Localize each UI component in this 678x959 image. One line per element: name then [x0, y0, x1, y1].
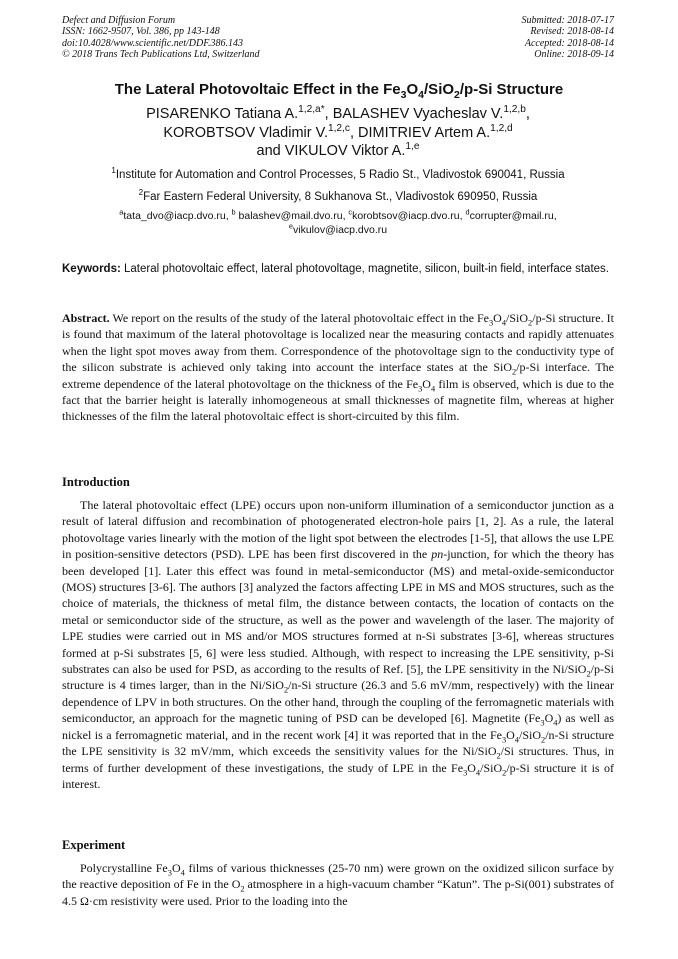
author-name: KOROBTSOV Vladimir V. [163, 124, 328, 141]
date-accepted: Accepted: 2018-08-14 [524, 37, 614, 49]
experiment-paragraph: Polycrystalline $Fe_3O_4$ films of various thicknesses (25-70 nm) were grown on the oxidized silicon surface by the reactive deposition of Fe in the $O_2$ atmosphere in a high-vacuum chamber “Katun”. The p-Si(001) substrates of 4.5 Ω·cm resistivity were used. Prior to the loading into the [62, 861, 614, 908]
author-name: PISARENKO Tatiana A. [146, 106, 299, 122]
journal-name: Defect and Diffusion Forum [62, 15, 176, 26]
keywords-label: Keywords: [62, 263, 121, 275]
author-name: and VIKULOV Viktor A. [256, 143, 406, 159]
email-link[interactable]: vikulov@iacp.dvo.ru [292, 223, 388, 236]
date-online: Online: 2018-09-14 [534, 48, 614, 60]
journal-issn: ISSN: 1662-9507, Vol. 386, pp 143-148 [62, 26, 220, 38]
date-revised: Revised: 2018-08-14 [530, 26, 614, 38]
journal-copyright: © 2018 Trans Tech Publications Ltd, Switzerland [62, 48, 260, 60]
author-list: PISARENKO Tatiana A.$^{1,2,a*}$, BALASHEV Vyacheslav V.$^{1,2,b}$, KOROBTSOV Vladimir V.$^{1,2,c}$, DIMITRIEV Artem A.$^{1,2,d}$ and VIKULOV Viktor A.$^{1,e}$ [146, 104, 530, 159]
introduction-heading: Introduction [62, 475, 130, 489]
keywords-text: Lateral photovoltaic effect, lateral photovoltage, magnetite, silicon, built-in field, interface states. [120, 263, 609, 275]
affiliation-2: $^2$Far Eastern Federal University, 8 Sukhanova St., Vladivostok 690950, Russia [138, 188, 538, 203]
publication-dates [522, 15, 615, 60]
introduction-paragraph: The lateral photovoltaic effect (LPE) occurs upon non-uniform illumination of a semiconductor junction as a result of lateral diffusion and recombination of photogenerated electron-hole pairs [1, 2]. As a rule, the lateral photovoltage varies linearly with the motion of the light spot between the electrodes [1-5], that allows the use LPE in position-sensitive detectors (PSD). LPE has been first discovered in the pn-junction, for which the theory has been developed [1]. Later this effect was found in metal-semiconductor (MS) and metal-oxide-semiconductor (MOS) structures [3-6]. The authors [3] analyzed the factors affecting LPE in MS and MOS structures, such as the choice of materials, the thickness of metal film, the distance between contacts, the location of contacts on the metal or semiconductor side of the structure, as well as the power and wavelength of the laser. The majority of LPE studies were carried out in MS and/or MOS structures formed at n-Si substrates [3-6], whereas structures formed at p-Si substrates [5, 6] were less studied. Although, with respect to increasing the LPE sensitivity, p-Si substrates can also be used for PSD, as according to the results of Ref. [5], the LPE sensitivity in the Ni/SiO$_2$/p-Si structure is 4 times larger, than in the Ni/SiO$_2$/n-Si structure (26.3 and 5.6 mV/mm, respectively) with the linear dependence of LPV in both structures. On the other hand, through the coupling of the ferromagnetic materials with semiconductor, an approach for the magnetic tuning of PSD can be developed [6]. Magnetite $(Fe_3O_4)$ as well as nickel is a ferromagnetic material, and in the recent work [4] it was reported that in the $Fe_3O_4/SiO_2/n-Si$ structure the LPE sensitivity is 32 mV/mm, which exceeds the sensitivity values for the Ni/SiO$_2$/Si structures. Thus, in terms of further development of these investigations, the study of LPE in the $Fe_3O_4/SiO_2/p-Si$ structure it is of interest. [62, 498, 614, 791]
email-link[interactable]: balashev@mail.dvo.ru, [235, 210, 349, 222]
experiment-heading: Experiment [62, 838, 126, 852]
journal-info [62, 15, 260, 60]
journal-doi: doi:10.4028/www.scientific.net/DDF.386.143 [62, 37, 244, 49]
author-name: , DIMITRIEV Artem A. [349, 124, 491, 141]
author-emails: $^a$tata_dvo@iacp.dvo.ru, $^b$ balashev@mail.dvo.ru, $^c$korobtsov@iacp.dvo.ru, $^d$corrupter@mail.ru, $^e$vikulov@iacp.dvo.ru [119, 207, 557, 236]
email-link[interactable]: korobtsov@iacp.dvo.ru, [352, 210, 466, 222]
abstract: Abstract. We report on the results of the study of the lateral photovoltaic effect in the $Fe_3O_4/SiO_2/p-Si$ structure. It is found that maximum of the lateral photovoltage is localized near the measuring contacts and rapidly attenuates when the light spot moves away from them. Correspondence of the photovoltage sign to the conductivity type of the silicon substrate is achieved only taking into account the interface states at the SiO$_2$/p-Si interface. The extreme dependence of the lateral photovoltage on the thickness of the $Fe_3O_4$ film is observed, which is due to the fact that the barrier height is laterally inhomogeneous at small thicknesses of magnetite film, whereas at higher thicknesses of the film the lateral photovoltaic effect is short-circuited by this film. [62, 311, 614, 424]
keywords [62, 262, 614, 276]
date-submitted: Submitted: 2018-07-17 [521, 15, 614, 26]
author-name: , BALASHEV Vyacheslav V. [324, 106, 504, 122]
abstract-label: Abstract. [62, 311, 110, 325]
email-link[interactable]: corrupter@mail.ru, [469, 210, 557, 222]
affiliation-1: $^1$Institute for Automation and Control Processes, 5 Radio St., Vladivostok 690041, Russia [111, 166, 565, 181]
paper-title: The Lateral Photovoltaic Effect in the $Fe_3O_4/SiO_2/p-Si$ Structure [114, 81, 564, 101]
email-link[interactable]: tata_dvo@iacp.dvo.ru, [123, 210, 232, 222]
